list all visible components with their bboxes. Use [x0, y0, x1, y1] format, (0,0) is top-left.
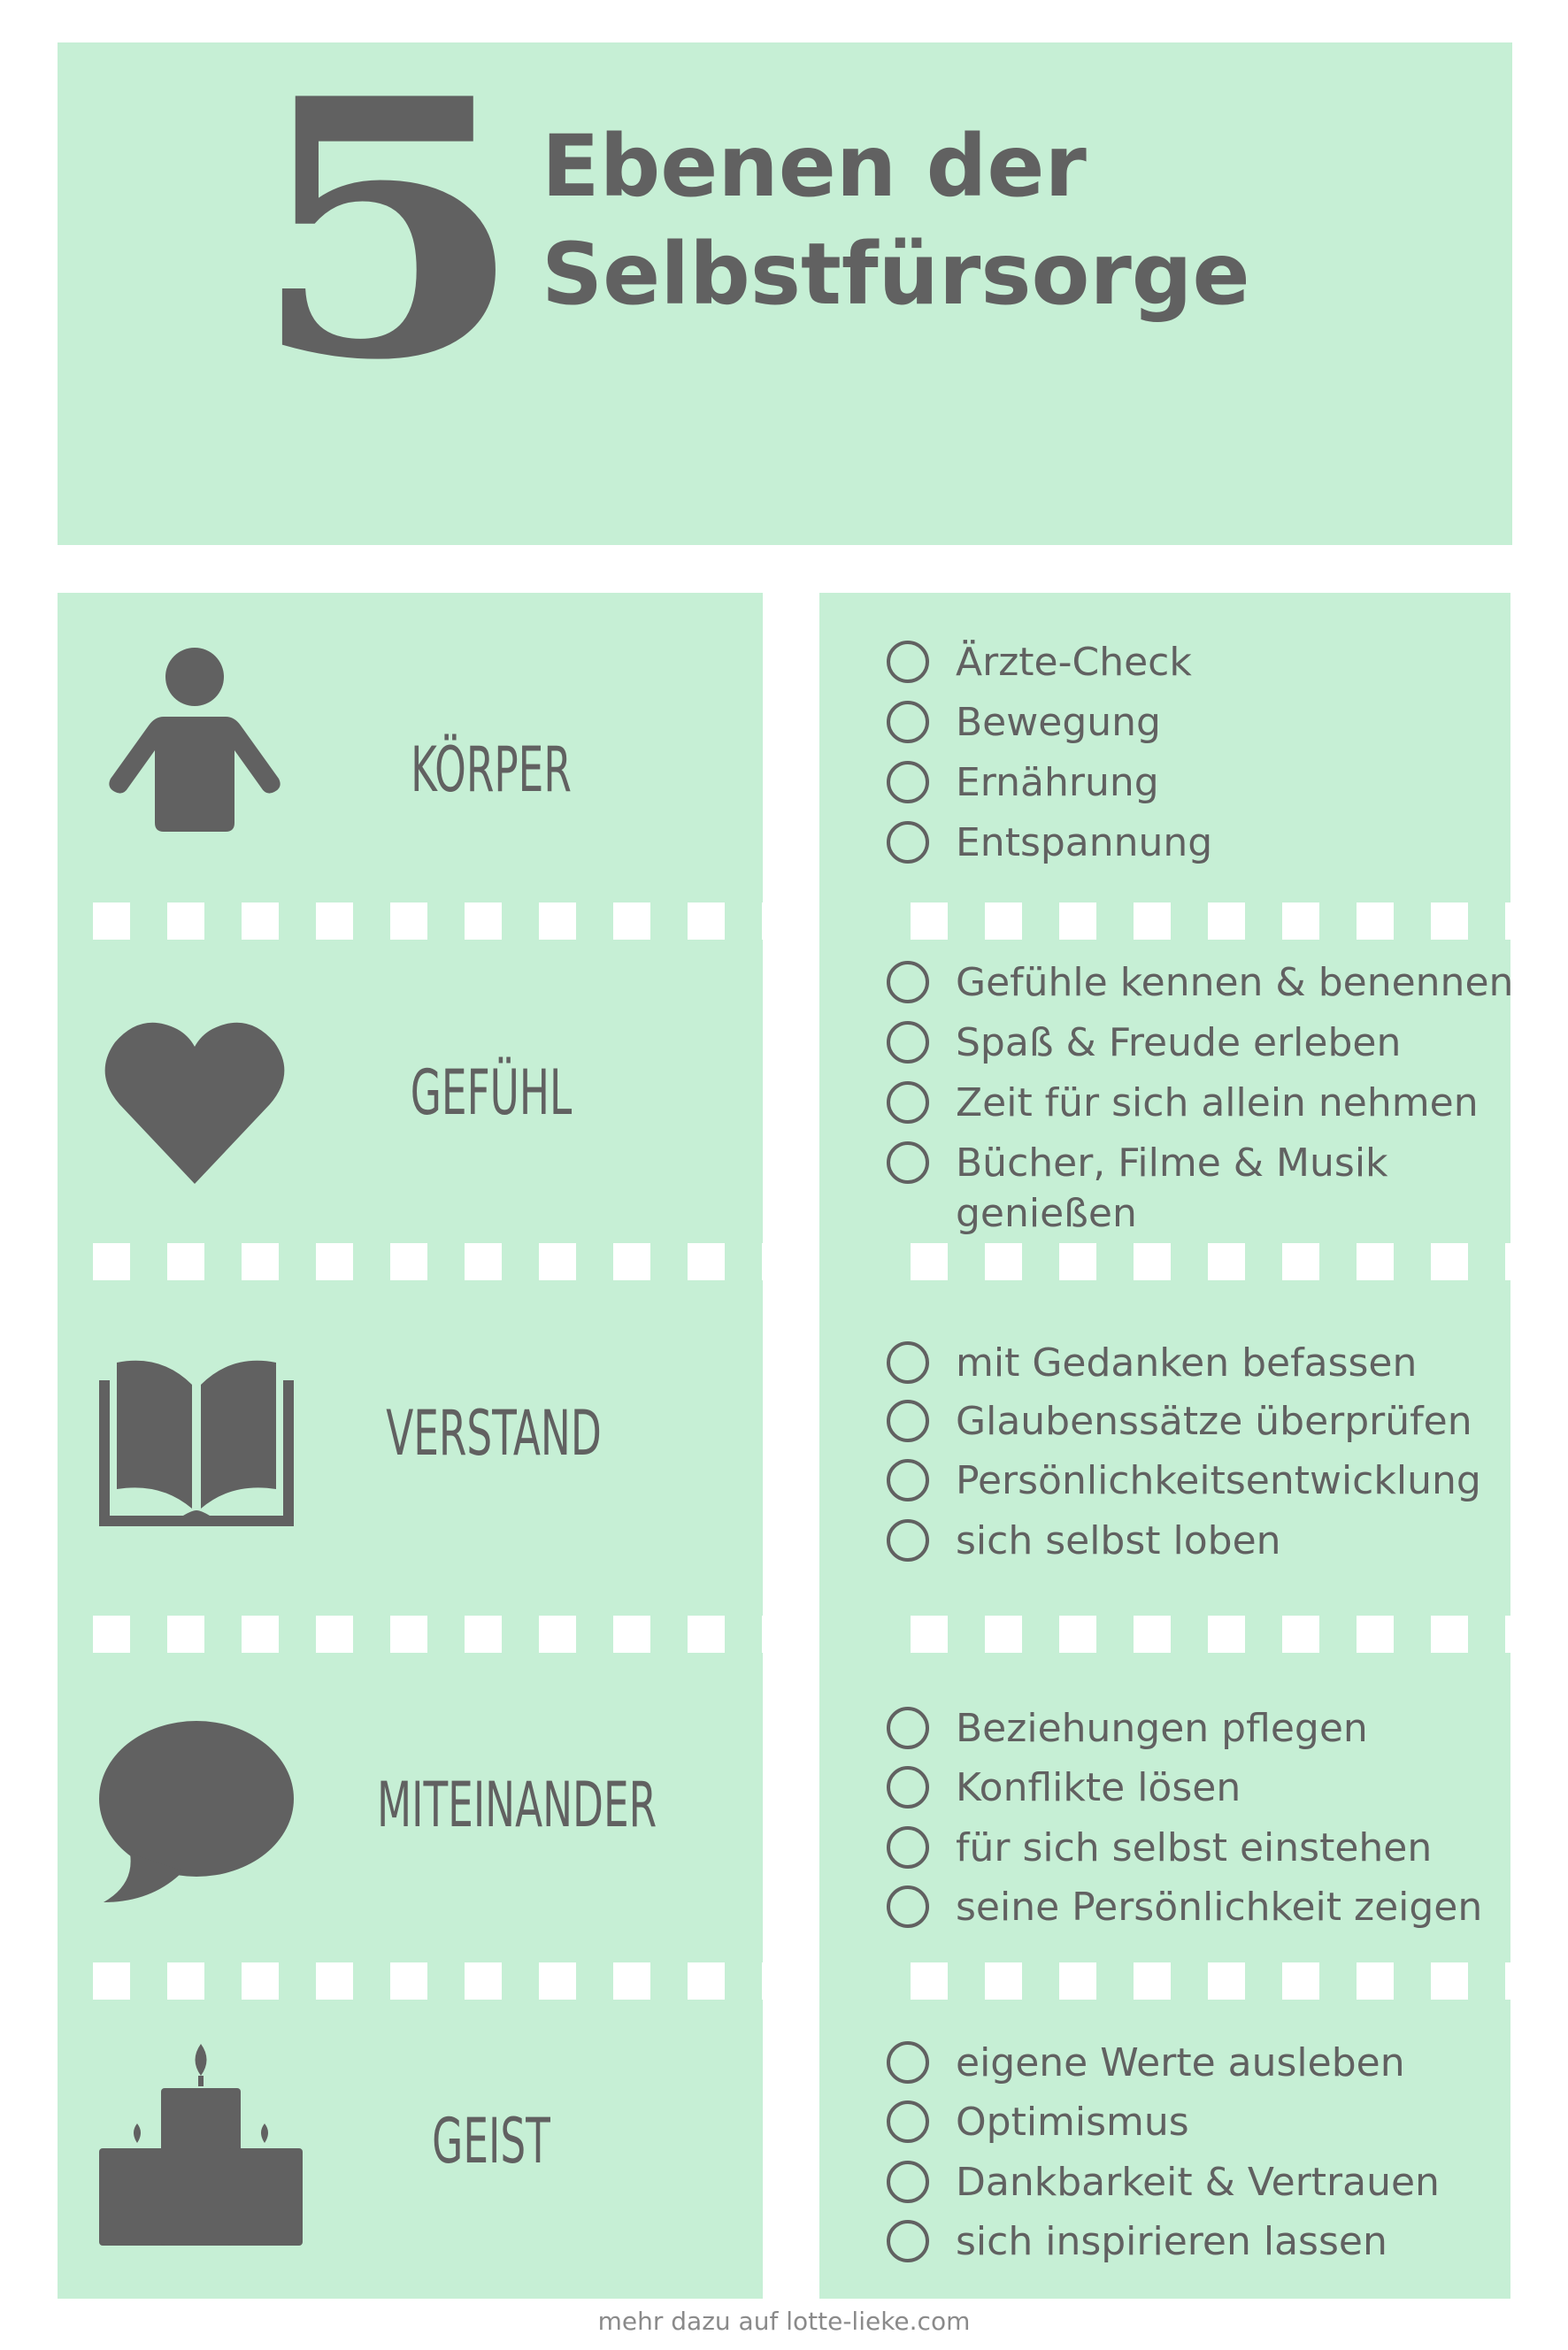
section-divider	[0, 902, 1568, 940]
divider-square	[242, 1243, 279, 1280]
divider-square	[1505, 1243, 1542, 1280]
item-label: seine Persönlichkeit zeigen	[956, 1884, 1483, 1930]
divider-square	[688, 1962, 725, 2000]
divider-square	[539, 1962, 576, 2000]
category-label-gefuehl: GEFÜHL	[410, 1056, 573, 1129]
divider-square	[911, 1616, 948, 1653]
checkbox[interactable]	[887, 701, 929, 743]
divider-square	[688, 1243, 725, 1280]
divider-square	[167, 1243, 204, 1280]
divider-square	[1431, 1962, 1468, 2000]
item-label: Konflikte lösen	[956, 1764, 1241, 1810]
divider-square	[167, 902, 204, 940]
checklist-item[interactable]	[887, 816, 1212, 869]
divider-square	[93, 902, 130, 940]
divider-square	[316, 1962, 353, 2000]
divider-square	[1505, 1962, 1542, 2000]
checklist-item[interactable]	[887, 695, 1161, 749]
checklist-item[interactable]	[887, 956, 1513, 1009]
speech-bubble-icon	[99, 1721, 294, 1907]
divider-square	[1357, 1962, 1394, 2000]
divider-square	[762, 902, 799, 940]
item-label: Dankbarkeit & Vertrauen	[956, 2159, 1440, 2205]
divider-square	[465, 902, 502, 940]
divider-square	[465, 1616, 502, 1653]
divider-square	[390, 902, 427, 940]
item-label: Persönlichkeitsentwicklung	[956, 1457, 1481, 1503]
section-divider	[0, 1616, 1568, 1653]
checkbox[interactable]	[887, 961, 929, 1003]
checklist-item[interactable]	[887, 2095, 1189, 2148]
divider-square	[1208, 1243, 1245, 1280]
divider-square	[1431, 902, 1468, 940]
divider-square	[390, 1243, 427, 1280]
checklist-item[interactable]	[887, 1394, 1472, 1448]
divider-square	[1059, 1962, 1096, 2000]
divider-square	[1431, 1616, 1468, 1653]
divider-square	[688, 1616, 725, 1653]
divider-square	[613, 902, 650, 940]
item-label: sich inspirieren lassen	[956, 2218, 1387, 2264]
item-label: für sich selbst einstehen	[956, 1824, 1433, 1870]
divider-square	[93, 1962, 130, 2000]
divider-square	[911, 902, 948, 940]
item-label: Ernährung	[956, 759, 1159, 805]
divider-square	[1282, 1616, 1319, 1653]
checkbox[interactable]	[887, 821, 929, 864]
checklist-item[interactable]	[887, 2155, 1440, 2208]
item-label: eigene Werte ausleben	[956, 2039, 1405, 2085]
item-label: Entspannung	[956, 819, 1213, 865]
divider-square	[1357, 902, 1394, 940]
item-label: Zeit für sich allein nehmen	[956, 1079, 1479, 1125]
footer-credit: mehr dazu auf lotte-lieke.com	[597, 2307, 971, 2336]
checklist-item[interactable]	[887, 756, 1159, 809]
checkbox[interactable]	[887, 1459, 929, 1501]
checklist-item[interactable]	[887, 1701, 1368, 1755]
item-label: Beziehungen pflegen	[956, 1705, 1368, 1751]
checkbox[interactable]	[887, 1766, 929, 1809]
candles-icon	[99, 2044, 303, 2247]
divider-square	[613, 1616, 650, 1653]
divider-square	[1357, 1243, 1394, 1280]
checkbox[interactable]	[887, 2220, 929, 2262]
divider-square	[390, 1616, 427, 1653]
divider-square	[316, 902, 353, 940]
checklist-item[interactable]	[887, 635, 1192, 688]
divider-square	[167, 1962, 204, 2000]
divider-square	[985, 902, 1022, 940]
item-label: sich selbst loben	[956, 1517, 1281, 1563]
divider-square	[985, 1616, 1022, 1653]
divider-square	[93, 1616, 130, 1653]
divider-square	[985, 1962, 1022, 2000]
checkbox[interactable]	[887, 2100, 929, 2143]
big-number: 5	[250, 22, 526, 438]
item-label: Bücher, Filme & Musik	[956, 1140, 1388, 1186]
checklist-item[interactable]	[887, 1016, 1401, 1069]
section-divider	[0, 1962, 1568, 2000]
category-label-verstand: VERSTAND	[386, 1397, 602, 1470]
checklist-item[interactable]	[887, 1136, 1388, 1189]
checklist-item[interactable]	[887, 1336, 1417, 1389]
divider-square	[539, 902, 576, 940]
book-icon	[99, 1358, 294, 1526]
divider-square	[390, 1962, 427, 2000]
title-line-1: Ebenen der	[542, 117, 1087, 216]
divider-square	[688, 902, 725, 940]
divider-square	[316, 1616, 353, 1653]
divider-square	[985, 1243, 1022, 1280]
item-label: mit Gedanken befassen	[956, 1340, 1418, 1386]
divider-square	[613, 1962, 650, 2000]
checkbox[interactable]	[887, 1141, 929, 1184]
checkbox[interactable]	[887, 1081, 929, 1124]
checkbox[interactable]	[887, 1341, 929, 1384]
item-label: Glaubenssätze überprüfen	[956, 1398, 1472, 1444]
divider-square	[93, 1243, 130, 1280]
divider-square	[167, 1616, 204, 1653]
divider-square	[539, 1243, 576, 1280]
category-label-miteinander: MITEINANDER	[377, 1769, 657, 1841]
divider-square	[1282, 1962, 1319, 2000]
checkbox[interactable]	[887, 2041, 929, 2084]
checkbox[interactable]	[887, 641, 929, 683]
checkbox[interactable]	[887, 1519, 929, 1562]
title-line-2: Selbstfürsorge	[542, 225, 1250, 324]
section-divider	[0, 1243, 1568, 1280]
divider-square	[316, 1243, 353, 1280]
divider-square	[1059, 1243, 1096, 1280]
checklist-item[interactable]	[887, 2036, 1405, 2089]
checkbox[interactable]	[887, 1826, 929, 1869]
checkbox[interactable]	[887, 2161, 929, 2203]
divider-square	[1208, 1616, 1245, 1653]
divider-square	[762, 1243, 799, 1280]
item-label: Bewegung	[956, 699, 1161, 745]
item-label: Spaß & Freude erleben	[956, 1019, 1402, 1065]
divider-square	[242, 1616, 279, 1653]
divider-square	[465, 1962, 502, 2000]
divider-square	[1134, 1962, 1171, 2000]
divider-square	[613, 1243, 650, 1280]
divider-square	[1134, 1616, 1171, 1653]
divider-square	[1431, 1243, 1468, 1280]
divider-square	[1505, 1616, 1542, 1653]
item-label: Ärzte-Check	[956, 639, 1192, 685]
divider-square	[242, 1962, 279, 2000]
item-label: Gefühle kennen & benennen	[956, 959, 1514, 1005]
divider-square	[911, 1962, 948, 2000]
divider-square	[762, 1616, 799, 1653]
divider-square	[762, 1962, 799, 2000]
checkbox[interactable]	[887, 1707, 929, 1749]
checklist-item[interactable]	[887, 2215, 1387, 2268]
checklist-item[interactable]	[887, 1821, 1432, 1874]
checklist-item[interactable]	[887, 1880, 1482, 1933]
divider-square	[242, 902, 279, 940]
checkbox[interactable]	[887, 1400, 929, 1442]
checkbox[interactable]	[887, 761, 929, 803]
checklist-item[interactable]	[887, 1454, 1481, 1507]
divider-square	[465, 1243, 502, 1280]
divider-square	[1208, 1962, 1245, 2000]
checkbox[interactable]	[887, 1021, 929, 1064]
heart-icon	[102, 1016, 288, 1184]
divider-square	[1208, 902, 1245, 940]
person-icon	[102, 646, 288, 832]
checklist-item[interactable]	[887, 1076, 1479, 1129]
divider-square	[1505, 902, 1542, 940]
divider-square	[1282, 902, 1319, 940]
category-label-koerper: KÖRPER	[411, 733, 572, 806]
item-label: Optimismus	[956, 2099, 1189, 2145]
item-label-continuation: genießen	[956, 1191, 1137, 1236]
divider-square	[1134, 1243, 1171, 1280]
divider-square	[1282, 1243, 1319, 1280]
checkbox[interactable]	[887, 1885, 929, 1928]
divider-square	[911, 1243, 948, 1280]
checklist-item[interactable]	[887, 1514, 1281, 1567]
checklist-item[interactable]	[887, 1761, 1241, 1814]
divider-square	[539, 1616, 576, 1653]
divider-square	[1134, 902, 1171, 940]
divider-square	[1059, 902, 1096, 940]
divider-square	[1059, 1616, 1096, 1653]
category-label-geist: GEIST	[432, 2105, 550, 2177]
divider-square	[1357, 1616, 1394, 1653]
